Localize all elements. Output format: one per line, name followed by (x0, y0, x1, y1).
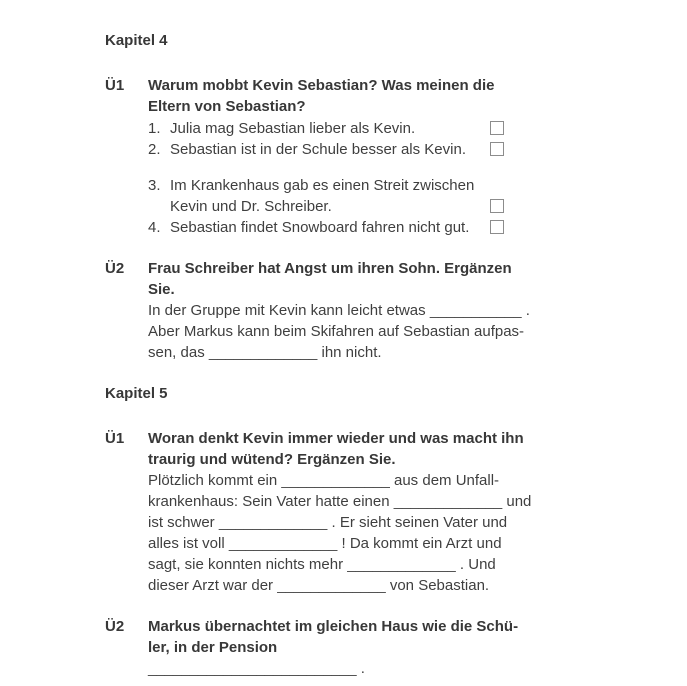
text-segment: aus dem Unfall- (389, 472, 500, 489)
text-segment: Aber Markus kann beim Skifahren auf Sebastian aufpas- (148, 323, 525, 340)
fill-in-line (148, 491, 532, 512)
statement-number: 4. (148, 219, 161, 236)
exercise-k5-u1 (105, 428, 565, 596)
fill-in-text (148, 300, 530, 363)
answer-blank[interactable]: _____________ (281, 472, 390, 489)
answer-blank[interactable]: _____________ (228, 535, 338, 552)
text-line: Warum mobbt Kevin Sebastian? Was meinen die (148, 77, 495, 94)
text-line: traurig und wütend? Ergänzen Sie. (148, 451, 396, 468)
answer-blank[interactable]: _____________ (208, 344, 318, 361)
exercise-k5-u2-question (148, 616, 519, 658)
exercise-k5-u1-label: Ü1 (105, 430, 125, 447)
text-segment: . (521, 302, 530, 319)
text-segment: . (356, 660, 365, 677)
answer-checkbox[interactable] (490, 199, 504, 213)
answer-blank[interactable]: _________________________ (148, 660, 357, 677)
fill-in-line (148, 300, 530, 321)
fill-in-line (148, 321, 525, 342)
statement-row (148, 217, 504, 238)
text-segment: sen, das (148, 344, 209, 361)
text-segment: Plötzlich kommt ein (148, 472, 282, 489)
statement-text (170, 139, 466, 160)
statement-text (170, 217, 470, 238)
answer-blank[interactable]: _____________ (393, 493, 503, 510)
fill-in-line (148, 342, 504, 363)
statement-checklist (148, 118, 504, 238)
fill-in-text (148, 470, 532, 596)
statement-row (148, 175, 504, 217)
text-line: Sebastian ist in der Schule besser als Kevin. (170, 141, 466, 158)
text-line: Markus übernachtet im gleichen Haus wie die Schü- (148, 618, 519, 635)
answer-blank[interactable]: _____________ (218, 514, 328, 531)
chapter-5 (105, 383, 565, 679)
exercise-k4-u1-label: Ü1 (105, 77, 125, 94)
fill-in-text (148, 658, 504, 679)
fill-in-line (148, 575, 504, 596)
exercise-k4-u1 (105, 75, 565, 238)
text-segment: ist schwer (148, 514, 219, 531)
statement-row (148, 118, 504, 139)
text-segment: . Er sieht seinen Vater und (327, 514, 508, 531)
text-line: Kevin und Dr. Schreiber. (170, 198, 332, 215)
statement-text (170, 118, 459, 139)
answer-blank[interactable]: _____________ (277, 577, 386, 594)
exercise-k5-u2 (105, 616, 565, 679)
chapter-5-title: Kapitel 5 (105, 385, 168, 402)
answer-checkbox[interactable] (490, 142, 504, 156)
statement-number: 1. (148, 120, 161, 137)
exercise-k4-u1-question (148, 75, 504, 117)
answer-blank[interactable]: _____________ (347, 556, 456, 573)
fill-in-line (148, 533, 504, 554)
chapter-4-title: Kapitel 4 (105, 32, 168, 49)
exercise-k4-u2-question (148, 258, 512, 300)
text-segment: von Sebastian. (385, 577, 490, 594)
exercise-k4-u2-label: Ü2 (105, 260, 125, 277)
text-segment: . Und (455, 556, 496, 573)
text-segment: und (502, 493, 532, 510)
text-segment: alles ist voll (148, 535, 229, 552)
statement-text (170, 175, 475, 217)
text-line: Sebastian findet Snowboard fahren nicht gut. (170, 219, 470, 236)
exercise-k5-u2-label: Ü2 (105, 618, 125, 635)
statement-number: 3. (148, 177, 161, 194)
fill-in-line (148, 554, 504, 575)
answer-checkbox[interactable] (490, 121, 504, 135)
text-line: Sie. (148, 281, 175, 298)
exercise-k4-u2 (105, 258, 565, 363)
answer-blank[interactable]: ___________ (429, 302, 522, 319)
text-line: Im Krankenhaus gab es einen Streit zwischen (170, 177, 475, 194)
text-segment: sagt, sie konnten nichts mehr (148, 556, 348, 573)
text-line: Eltern von Sebastian? (148, 98, 306, 115)
text-segment: ! Da kommt ein Arzt und (337, 535, 502, 552)
text-line: Woran denkt Kevin immer wieder und was macht ihn (148, 430, 524, 447)
answer-checkbox[interactable] (490, 220, 504, 234)
fill-in-line (148, 658, 504, 679)
fill-in-line (148, 470, 504, 491)
chapter-4 (105, 30, 565, 363)
text-line: Frau Schreiber hat Angst um ihren Sohn. Ergänzen (148, 260, 512, 277)
text-line: ler, in der Pension (148, 639, 278, 656)
exercise-k5-u1-question (148, 428, 524, 470)
statement-row (148, 139, 504, 160)
text-line: Julia mag Sebastian lieber als Kevin. (170, 120, 416, 137)
text-segment: dieser Arzt war der (148, 577, 278, 594)
text-segment: In der Gruppe mit Kevin kann leicht etwas (148, 302, 430, 319)
text-segment: ihn nicht. (317, 344, 382, 361)
statement-number: 2. (148, 141, 161, 158)
text-segment: krankenhaus: Sein Vater hatte einen (148, 493, 394, 510)
fill-in-line (148, 512, 508, 533)
